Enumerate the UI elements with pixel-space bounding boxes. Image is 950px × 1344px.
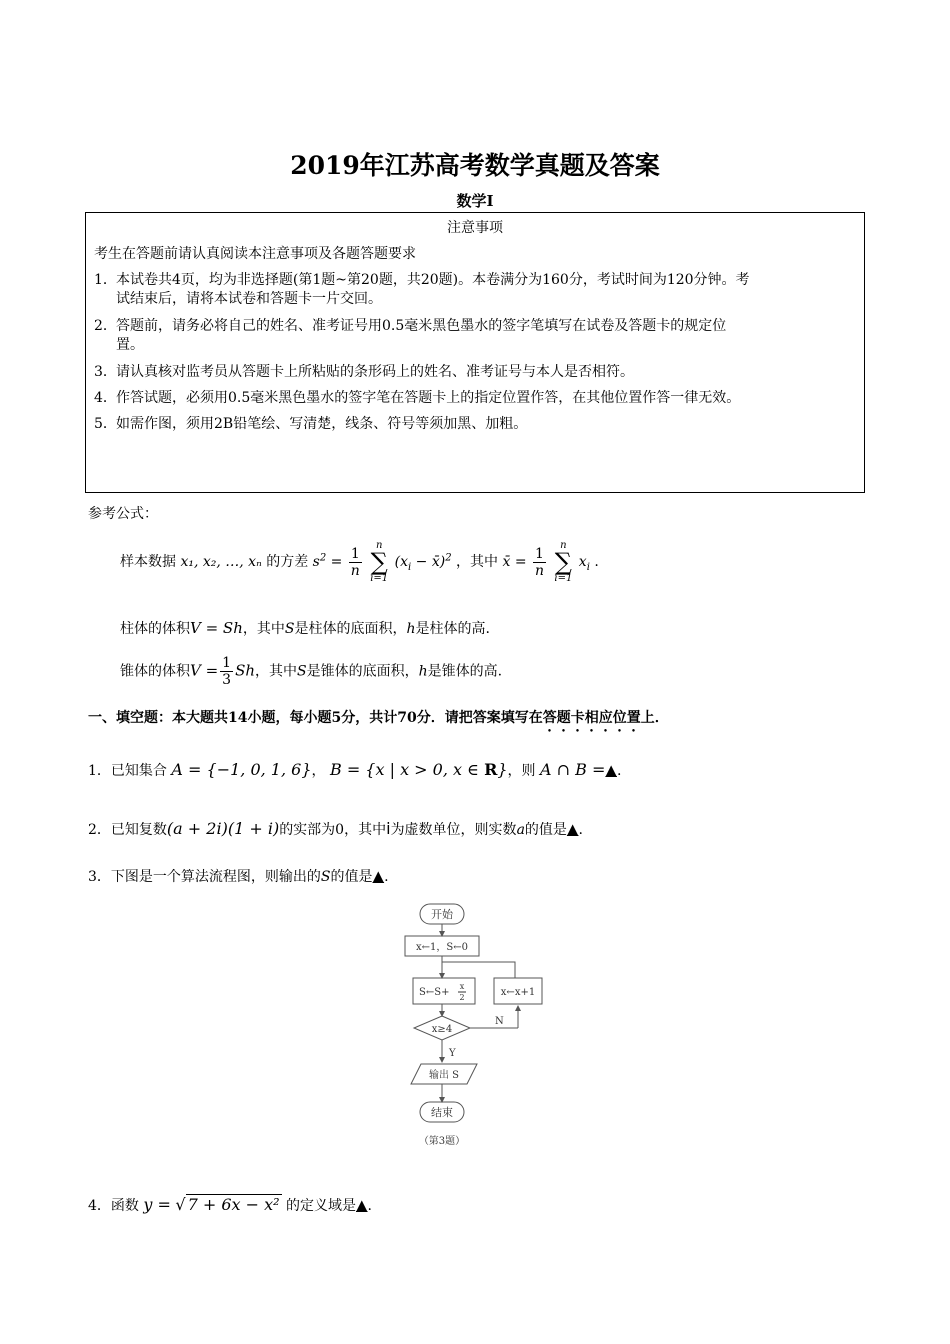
fraction: $\frac{1}{3}$: [222, 655, 232, 688]
flow-frac-den: 2: [459, 993, 465, 1002]
notice-item-text-cont: 置。: [116, 337, 144, 353]
question-math-r: R: [484, 760, 498, 779]
cylinder-rest: ，其中: [242, 621, 285, 637]
question-text: 的值是: [330, 869, 373, 885]
formula-header: 参考公式：: [88, 506, 158, 522]
question-text: ，: [311, 763, 326, 779]
mean-math: x̄ =: [502, 554, 527, 570]
flow-update-x-label: x←x+1: [500, 987, 536, 998]
question-text: 下图是一个算法流程图，则输出的: [110, 869, 321, 885]
question-end: .: [367, 1198, 372, 1214]
notice-item-text: 答题前，请务必将自己的姓名、准考证号用0.5毫米黑色墨水的签字笔填写在试卷及答题卡的规定位: [116, 318, 727, 334]
notice-item-num: 2．: [94, 318, 117, 334]
variance-term: ($x_i$ − x̄)$^2$: [394, 552, 452, 573]
section-end: 上．: [640, 710, 669, 726]
cylinder-s: S: [284, 621, 295, 637]
question-2: [88, 819, 583, 839]
question-end: .: [578, 822, 583, 838]
flow-no-label: N: [495, 1016, 504, 1027]
question-math: y =: [143, 1195, 171, 1214]
cone-formula: V =: [190, 661, 219, 680]
question-4: [88, 1195, 372, 1215]
cylinder-h: h: [406, 621, 416, 637]
variance-formula-line: 样本数据 x₁, x₂, …, xₙ 的方差 $s^2$ = $\frac{1}{n}$ n ∑ i=1 ($x_i$ − x̄)$^2$ ，其中 x̄ = $\frac{1}{n}$ n ∑ i=1 $x_i$ .: [120, 540, 599, 584]
cone-h: h: [418, 663, 428, 680]
question-math: A ∩ B =: [540, 760, 606, 779]
notice-item-num: 3．: [94, 364, 117, 380]
question-text: 已知集合: [110, 763, 167, 779]
cylinder-formula: V = Sh: [190, 619, 243, 637]
question-num: 1．: [88, 763, 111, 779]
question-1: [88, 760, 621, 780]
notice-item: [94, 415, 854, 434]
notice-item-text: 请认真核对监考员从答题卡上所粘贴的条形码上的姓名、准考证号与本人是否相符。: [116, 364, 634, 380]
notice-item-text: 如需作图，须用2B铅笔绘、写清楚，线条、符号等须加黑、加粗。: [116, 416, 528, 432]
question-num: 3．: [88, 869, 111, 885]
flow-end-label: 结束: [431, 1106, 453, 1119]
answer-blank-icon: ▲: [566, 820, 579, 838]
question-text: 函数: [110, 1198, 139, 1214]
question-num: 4．: [88, 1198, 111, 1214]
flowchart: [395, 898, 565, 1158]
cylinder-rest: 是柱体的高.: [415, 621, 490, 637]
question-math: i: [386, 819, 391, 838]
sqrt-expression: √ 7 + 6x − x²: [175, 1195, 280, 1214]
answer-blank-icon: ▲: [356, 1196, 368, 1214]
flow-yes-label: Y: [449, 1048, 456, 1059]
cone-text: 锥体的体积: [120, 663, 190, 680]
notice-item-text: 作答试题，必须用0.5毫米黑色墨水的签字笔在答题卡上的指定位置作答，在其他位置作答一律无效。: [116, 390, 741, 406]
question-text: 的实部为0，其中: [279, 822, 387, 838]
notice-item-num: 4．: [94, 390, 117, 406]
notice-item-num: 5．: [94, 416, 117, 432]
sqrt-content: 7 + 6x − x²: [187, 1195, 280, 1214]
section-text: 一、填空题：本大题共14小题，每小题5分，共计70分．请把答案填写在: [88, 710, 543, 726]
fraction: $\frac{1}{n}$: [350, 545, 360, 579]
question-math: S: [320, 869, 331, 885]
question-num: 2．: [88, 822, 111, 838]
flow-frac-num: x: [459, 982, 465, 991]
section-heading: [88, 707, 669, 735]
notice-item-text-cont: 试结束后，请将本试卷和答题卡一片交回。: [116, 291, 382, 307]
question-math: }: [497, 760, 508, 779]
answer-blank-icon: ▲: [372, 867, 385, 885]
question-text: 的值是: [524, 822, 567, 838]
cone-rest: 是锥体的高.: [427, 663, 503, 680]
flow-output-label: 输出 S: [428, 1070, 460, 1081]
question-math: B = {x | x > 0, x ∈: [329, 760, 485, 779]
sum-icon: n ∑ i=1: [370, 540, 389, 584]
cone-formula-sh: Sh: [235, 661, 256, 680]
notice-item: [94, 363, 854, 382]
flow-condition-label: x≥4: [431, 1024, 453, 1035]
cylinder-text: 柱体的体积: [120, 621, 190, 637]
notice-intro: 考生在答题前请认真阅读本注意事项及各题答题要求: [94, 246, 416, 262]
variance-where: ，其中: [456, 554, 499, 570]
flow-update-s-label: S←S+: [419, 987, 450, 998]
cylinder-formula-line: [120, 618, 490, 638]
question-text: 已知复数: [110, 822, 167, 838]
question-text: 为虚数单位，则实数: [390, 822, 517, 838]
notice-heading: 注意事项: [447, 220, 503, 236]
page-subtitle: 数学Ⅰ: [456, 192, 494, 210]
question-end: .: [384, 869, 389, 885]
section-emphasis: 答题卡相应位置: [542, 710, 641, 726]
cone-rest: 是锥体的底面积，: [306, 663, 419, 680]
variance-mid: 的方差: [266, 554, 309, 570]
sum-icon: n ∑ i=1: [554, 540, 573, 584]
notice-item: [94, 271, 854, 309]
question-end: .: [616, 763, 622, 779]
mean-term: $x_i$: [578, 554, 590, 573]
notice-item: [94, 389, 854, 408]
page-title: 2019年江苏高考数学真题及答案: [290, 151, 660, 180]
flow-start-label: 开始: [431, 908, 453, 921]
question-text: 的定义域是: [286, 1198, 356, 1214]
fraction: $\frac{1}{n}$: [534, 545, 544, 579]
cylinder-rest: 是柱体的底面积，: [294, 621, 407, 637]
notice-box: [85, 212, 865, 493]
notice-item-num: 1．: [94, 272, 117, 288]
cone-formula-line: [120, 655, 502, 688]
cone-s: S: [297, 663, 307, 680]
question-3: [88, 866, 389, 886]
answer-blank-icon: ▲: [605, 761, 617, 779]
question-text: ，则: [507, 763, 536, 779]
notice-item: [94, 317, 854, 355]
question-math: a: [516, 822, 525, 838]
variance-math: $s^2$ =: [312, 552, 343, 570]
flow-init-label: x←1，S←0: [416, 942, 468, 953]
variance-vars: x₁, x₂, …, xₙ: [180, 554, 262, 570]
question-math: A = {−1, 0, 1, 6}: [171, 760, 312, 779]
cone-rest: ，其中: [255, 663, 298, 680]
variance-prefix: 样本数据: [120, 554, 176, 570]
flow-caption: （第3题）: [418, 1136, 466, 1147]
question-math: (a + 2i)(1 + i): [166, 819, 280, 838]
notice-item-text: 本试卷共4页，均为非选择题(第1题~第20题，共20题)。本卷满分为160分，考试时间为120分钟。考: [116, 272, 750, 288]
